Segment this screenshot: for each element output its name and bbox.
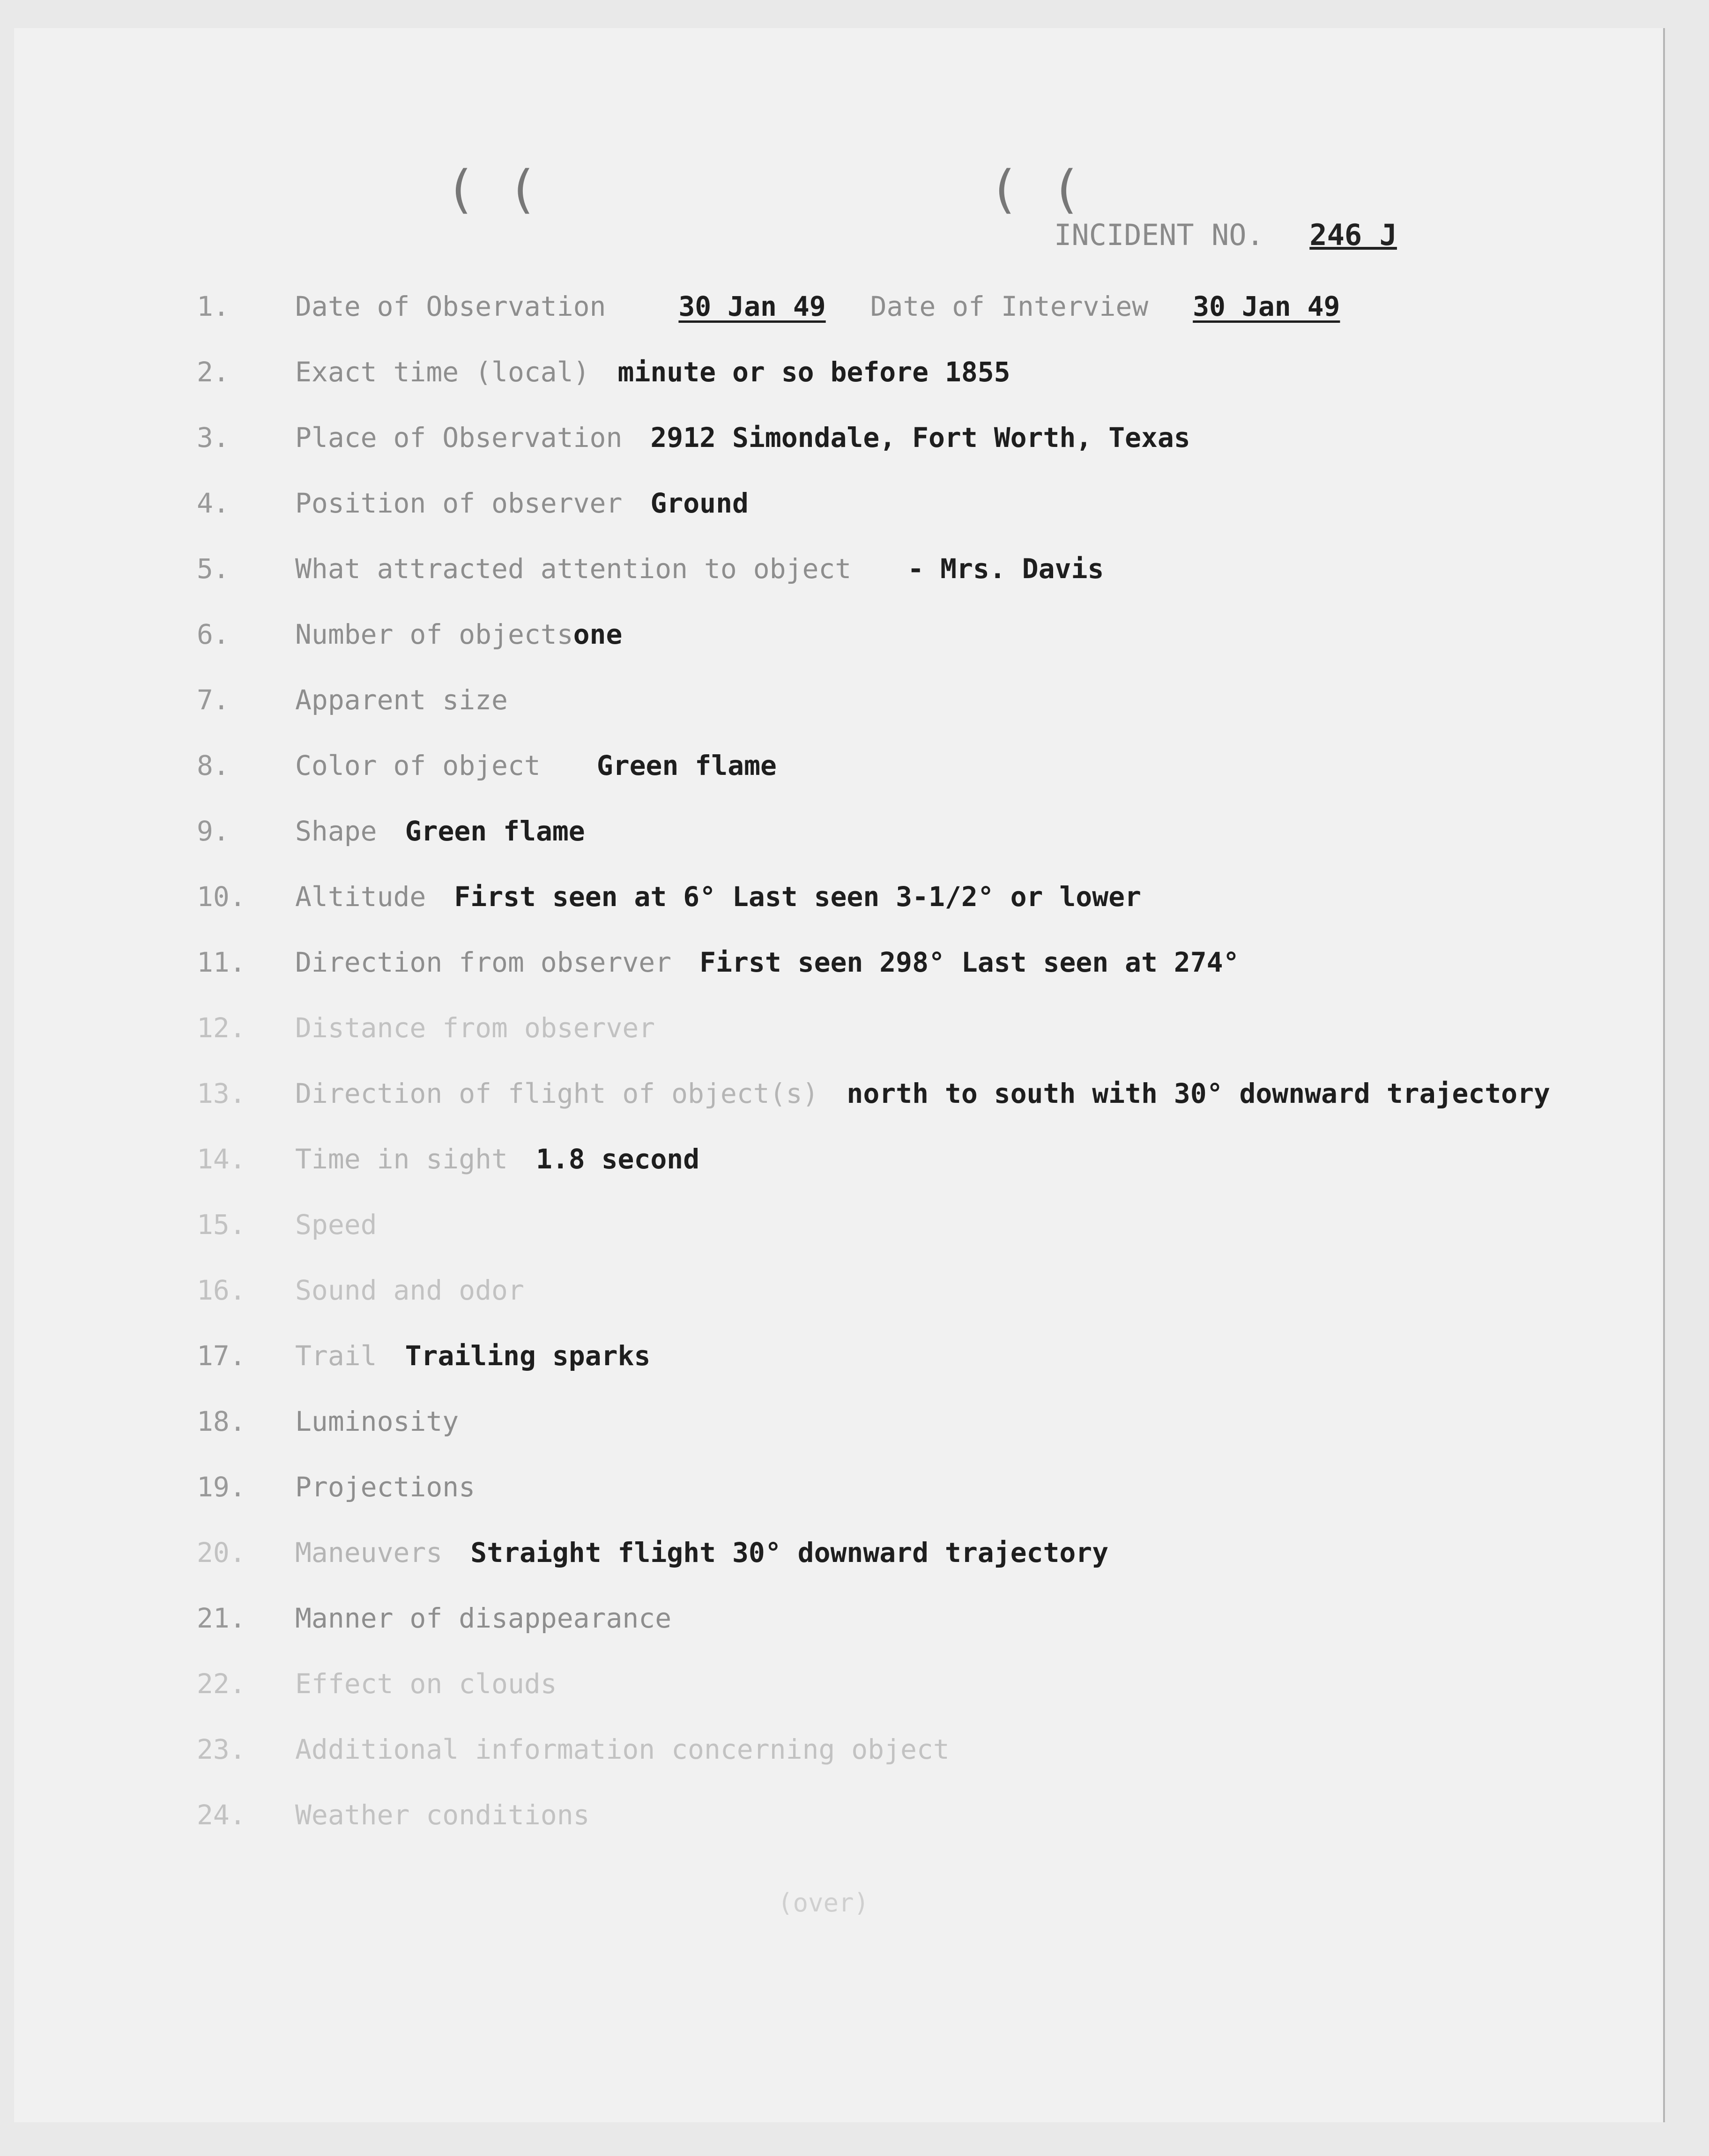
item-number: 8. bbox=[197, 750, 230, 781]
form-item-2 bbox=[197, 356, 1602, 403]
effect-on-clouds-label: Effect on clouds bbox=[295, 1668, 557, 1700]
item-label-row bbox=[295, 1537, 1108, 1569]
form-item-13 bbox=[197, 1078, 1602, 1124]
attracted-attention-value: - Mrs. Davis bbox=[907, 553, 1104, 585]
item-number: 6. bbox=[197, 618, 230, 650]
manner-of-disappearance-label: Manner of disappearance bbox=[295, 1602, 672, 1634]
item-label-row bbox=[295, 815, 585, 847]
item-label-row bbox=[295, 946, 1239, 978]
item-label-row bbox=[295, 618, 622, 650]
date-of-observation-value: 30 Jan 49 bbox=[678, 290, 826, 322]
item-number: 19. bbox=[197, 1471, 246, 1503]
speed-label: Speed bbox=[295, 1209, 377, 1241]
item-number: 21. bbox=[197, 1602, 246, 1634]
incident-header bbox=[1054, 218, 1397, 252]
item-number: 18. bbox=[197, 1405, 246, 1437]
item-number: 11. bbox=[197, 946, 246, 978]
form-item-19 bbox=[197, 1471, 1602, 1518]
item-number: 2. bbox=[197, 356, 230, 388]
form-item-3 bbox=[197, 422, 1602, 468]
item-label-row bbox=[295, 356, 1011, 388]
item-number: 5. bbox=[197, 553, 230, 585]
over-note: (over) bbox=[778, 1888, 869, 1918]
form-item-6 bbox=[197, 618, 1602, 665]
incident-label: INCIDENT NO. bbox=[1054, 218, 1264, 252]
form-item-18 bbox=[197, 1405, 1602, 1452]
direction-of-flight-value: north to south with 30° downward trajectory bbox=[847, 1078, 1550, 1109]
incident-number: 246 J bbox=[1309, 218, 1397, 252]
form-item-22 bbox=[197, 1668, 1602, 1715]
maneuvers-label: Maneuvers bbox=[295, 1537, 443, 1569]
form-item-15 bbox=[197, 1209, 1602, 1256]
direction-from-observer-value: First seen 298° Last seen at 274° bbox=[699, 946, 1240, 978]
form-item-11 bbox=[197, 946, 1602, 993]
luminosity-label: Luminosity bbox=[295, 1405, 459, 1437]
item-number: 24. bbox=[197, 1799, 246, 1831]
punch-mark-right: ( ( bbox=[988, 159, 1082, 219]
form-item-12 bbox=[197, 1012, 1602, 1059]
item-label-row bbox=[295, 422, 1190, 454]
form-item-1 bbox=[197, 290, 1602, 337]
additional-information-label: Additional information concerning object bbox=[295, 1733, 950, 1765]
attracted-attention-label: What attracted attention to object bbox=[295, 553, 852, 585]
number-of-objects-value: one bbox=[573, 618, 623, 650]
item-number: 7. bbox=[197, 684, 230, 716]
trail-label: Trail bbox=[295, 1340, 377, 1372]
maneuvers-value: Straight flight 30° downward trajectory bbox=[470, 1537, 1109, 1569]
date-of-interview-label: Date of Interview bbox=[870, 290, 1149, 322]
item-number: 20. bbox=[197, 1537, 246, 1569]
form-item-16 bbox=[197, 1274, 1602, 1321]
item-label-row bbox=[295, 1078, 1550, 1109]
projections-label: Projections bbox=[295, 1471, 476, 1503]
date-of-interview-value: 30 Jan 49 bbox=[1193, 290, 1340, 322]
item-label-row bbox=[295, 553, 1104, 585]
color-of-object-value: Green flame bbox=[596, 750, 777, 781]
form-item-21 bbox=[197, 1602, 1602, 1649]
item-label-row bbox=[295, 1143, 699, 1175]
item-number: 1. bbox=[197, 290, 230, 322]
color-of-object-label: Color of object bbox=[295, 750, 541, 781]
direction-from-observer-label: Direction from observer bbox=[295, 946, 672, 978]
form-item-23 bbox=[197, 1733, 1602, 1780]
place-of-observation-value: 2912 Simondale, Fort Worth, Texas bbox=[650, 422, 1190, 454]
form-item-10 bbox=[197, 881, 1602, 928]
position-of-observer-label: Position of observer bbox=[295, 487, 623, 519]
item-number: 3. bbox=[197, 422, 230, 454]
item-number: 10. bbox=[197, 881, 246, 913]
number-of-objects-label: Number of objects bbox=[295, 618, 573, 650]
item-number: 23. bbox=[197, 1733, 246, 1765]
item-label-row bbox=[295, 750, 777, 781]
place-of-observation-label: Place of Observation bbox=[295, 422, 623, 454]
position-of-observer-value: Ground bbox=[650, 487, 749, 519]
shape-label: Shape bbox=[295, 815, 377, 847]
item-number: 12. bbox=[197, 1012, 246, 1044]
form-item-14 bbox=[197, 1143, 1602, 1190]
form-item-17 bbox=[197, 1340, 1602, 1387]
item-number: 13. bbox=[197, 1078, 246, 1109]
item-label-row bbox=[295, 487, 749, 519]
form-item-4 bbox=[197, 487, 1602, 534]
altitude-label: Altitude bbox=[295, 881, 426, 913]
item-number: 9. bbox=[197, 815, 230, 847]
time-in-sight-value: 1.8 second bbox=[535, 1143, 700, 1175]
direction-of-flight-label: Direction of flight of object(s) bbox=[295, 1078, 819, 1109]
form-item-24 bbox=[197, 1799, 1602, 1846]
item-number: 4. bbox=[197, 487, 230, 519]
form-item-7 bbox=[197, 684, 1602, 731]
weather-conditions-label: Weather conditions bbox=[295, 1799, 590, 1831]
form-item-5 bbox=[197, 553, 1602, 600]
distance-from-observer-label: Distance from observer bbox=[295, 1012, 655, 1044]
apparent-size-label: Apparent size bbox=[295, 684, 508, 716]
item-number: 17. bbox=[197, 1340, 246, 1372]
exact-time-value: minute or so before 1855 bbox=[617, 356, 1011, 388]
item-number: 16. bbox=[197, 1274, 246, 1306]
altitude-value: First seen at 6° Last seen 3-1/2° or lower bbox=[454, 881, 1141, 913]
sound-and-odor-label: Sound and odor bbox=[295, 1274, 524, 1306]
trail-value: Trailing sparks bbox=[405, 1340, 651, 1372]
form-item-8 bbox=[197, 750, 1602, 796]
date-of-observation-label: Date of Observation bbox=[295, 290, 606, 322]
item-label-row bbox=[295, 290, 1340, 322]
item-number: 15. bbox=[197, 1209, 246, 1241]
item-number: 22. bbox=[197, 1668, 246, 1700]
item-number: 14. bbox=[197, 1143, 246, 1175]
shape-value: Green flame bbox=[405, 815, 585, 847]
punch-mark-left: ( ( bbox=[445, 159, 538, 219]
item-label-row bbox=[295, 1340, 650, 1372]
item-label-row bbox=[295, 881, 1141, 913]
form-item-9 bbox=[197, 815, 1602, 862]
exact-time-label: Exact time (local) bbox=[295, 356, 590, 388]
form-item-20 bbox=[197, 1537, 1602, 1584]
time-in-sight-label: Time in sight bbox=[295, 1143, 508, 1175]
